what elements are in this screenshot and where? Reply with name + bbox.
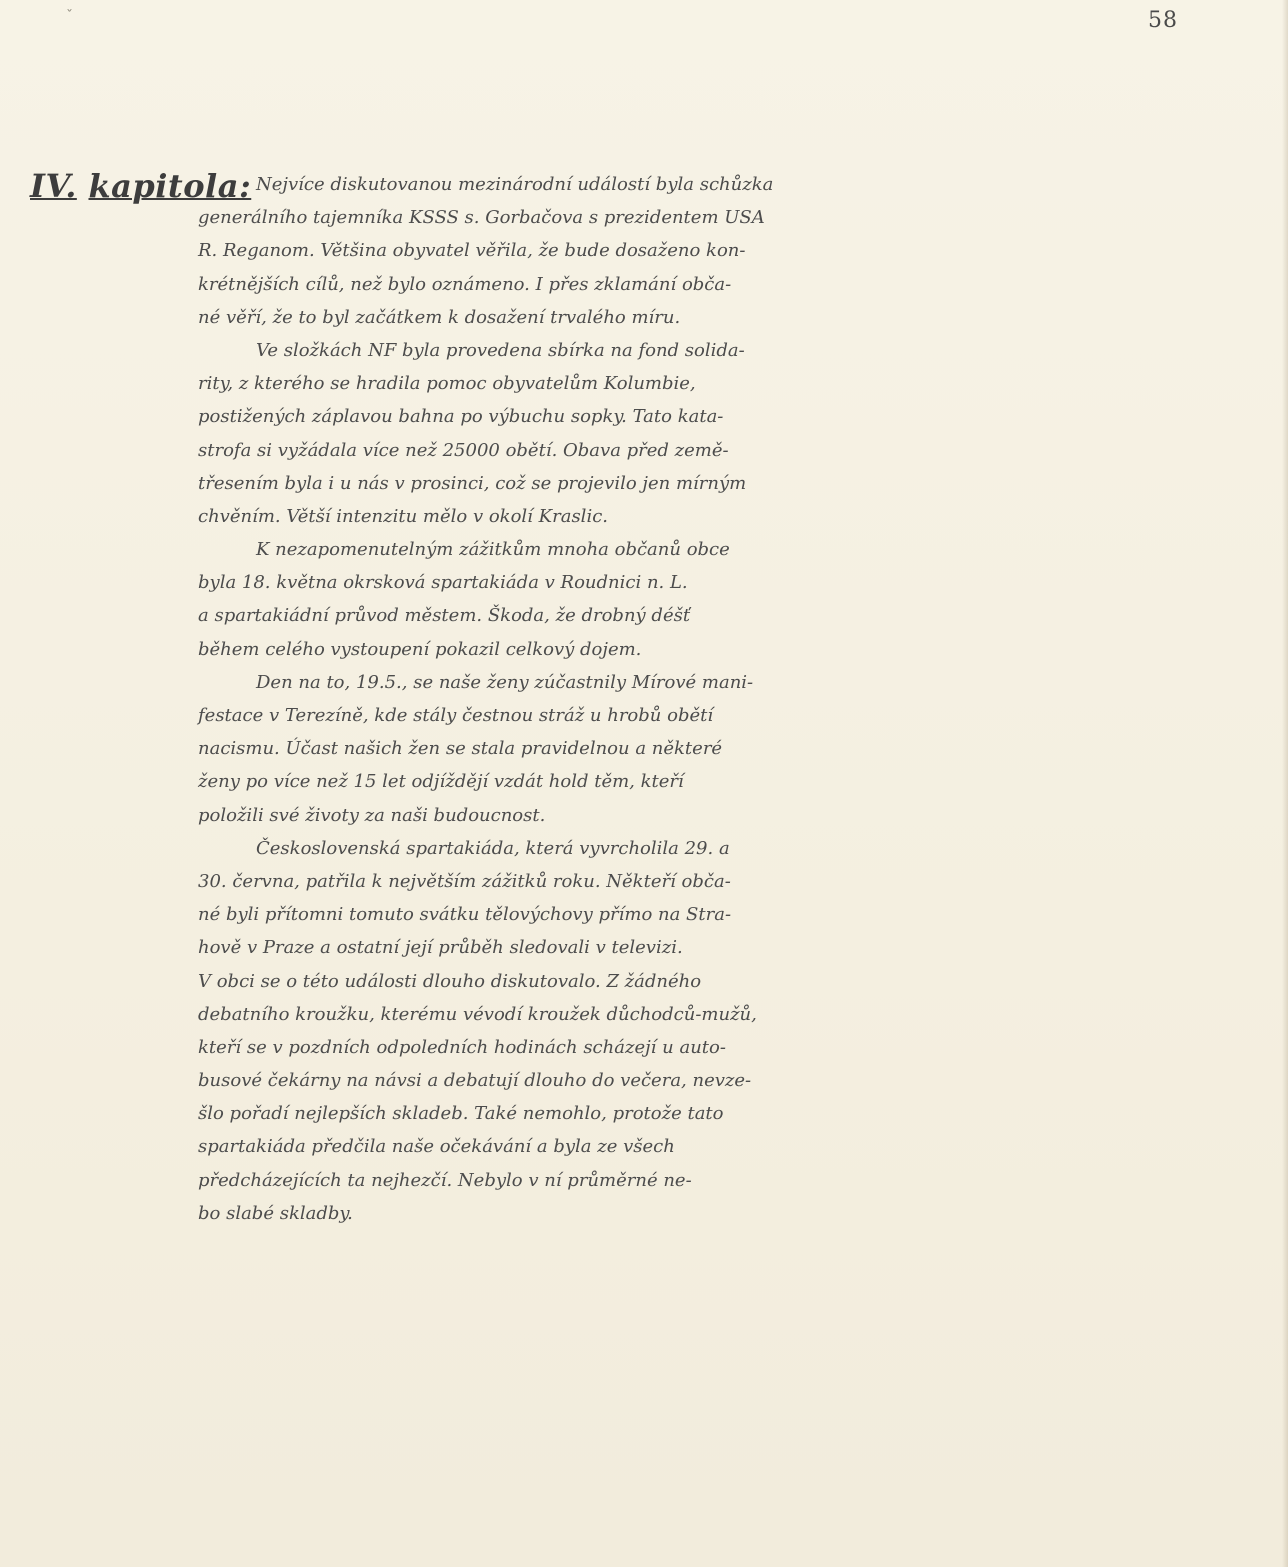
text-line: kteří se v pozdních odpoledních hodinách scházejí u auto- — [198, 1036, 726, 1058]
text-line: generálního tajemníka KSSS s. Gorbačova s prezidentem USA — [198, 207, 765, 229]
text-line: rity, z kterého se hradila pomoc obyvatelům Kolumbie, — [198, 373, 696, 395]
text-line: Ve složkách NF byla provedena sbírka na fond solida- — [256, 339, 745, 361]
page-number: 58 — [1148, 8, 1178, 33]
text-line: né byli přítomni tomuto svátku tělovýchovy přímo na Stra- — [198, 904, 732, 926]
text-line: Den na to, 19.5., se naše ženy zúčastnily Mírové mani- — [256, 671, 754, 693]
corner-mark: ˇ — [66, 8, 73, 24]
text-line: krétnějších cílů, než bylo oznámeno. I přes zklamání obča- — [198, 273, 732, 295]
text-line: V obci se o této události dlouho diskutovalo. Z žádného — [198, 970, 702, 992]
text-line: né věří, že to byl začátkem k dosažení trvalého míru. — [198, 306, 681, 328]
text-line: byla 18. května okrsková spartakiáda v Roudnici n. L. — [198, 572, 688, 594]
text-line: položili své životy za naši budoucnost. — [198, 804, 546, 826]
chapter-word: kapitola: — [88, 167, 252, 205]
text-line: nacismu. Účast našich žen se stala pravidelnou a některé — [198, 738, 723, 760]
text-line: ženy po více než 15 let odjíždějí vzdát hold těm, kteří — [198, 771, 684, 793]
text-line: během celého vystoupení pokazil celkový dojem. — [198, 638, 642, 660]
page-edge-shadow — [1282, 0, 1288, 1567]
text-line: busové čekárny na návsi a debatují dlouho do večera, nevze- — [198, 1070, 752, 1092]
text-line: Československá spartakiáda, která vyvrcholila 29. a — [256, 837, 730, 859]
text-line: bo slabé skladby. — [198, 1202, 353, 1224]
text-line: hově v Praze a ostatní její průběh sledovali v televizi. — [198, 937, 683, 959]
chapter-number: IV. — [30, 167, 77, 205]
text-line: předcházejících ta nejhezčí. Nebylo v ní průměrné ne- — [198, 1169, 692, 1191]
text-line: Nejvíce diskutovanou mezinárodní událostí byla schůzka — [256, 174, 774, 195]
text-line: chvěním. Větší intenzitu mělo v okolí Kraslic. — [198, 505, 609, 527]
handwritten-body — [198, 168, 1198, 1230]
text-line: R. Reganom. Většina obyvatel věřila, že bude dosaženo kon- — [198, 240, 746, 262]
text-line: spartakiáda předčila naše očekávání a byla ze všech — [198, 1136, 675, 1158]
text-line: třesením byla i u nás v prosinci, což se projevilo jen mírným — [198, 472, 747, 494]
text-line: K nezapomenutelným zážitkům mnoha občanů obce — [256, 539, 730, 561]
text-line: 30. června, patřila k největším zážitků roku. Někteří obča- — [198, 870, 731, 892]
text-line: šlo pořadí nejlepších skladeb. Také nemohlo, protože tato — [198, 1103, 724, 1125]
text-line: postižených záplavou bahna po výbuchu sopky. Tato kata- — [198, 406, 724, 428]
text-line: strofa si vyžádala více než 25000 obětí. Obava před země- — [198, 439, 729, 461]
text-line: festace v Terezíně, kde stály čestnou stráž u hrobů obětí — [198, 705, 714, 726]
text-line: a spartakiádní průvod městem. Škoda, že drobný déšť — [198, 605, 691, 627]
text-line: debatního kroužku, kterému vévodí kroužek důchodců-mužů, — [198, 1003, 757, 1025]
